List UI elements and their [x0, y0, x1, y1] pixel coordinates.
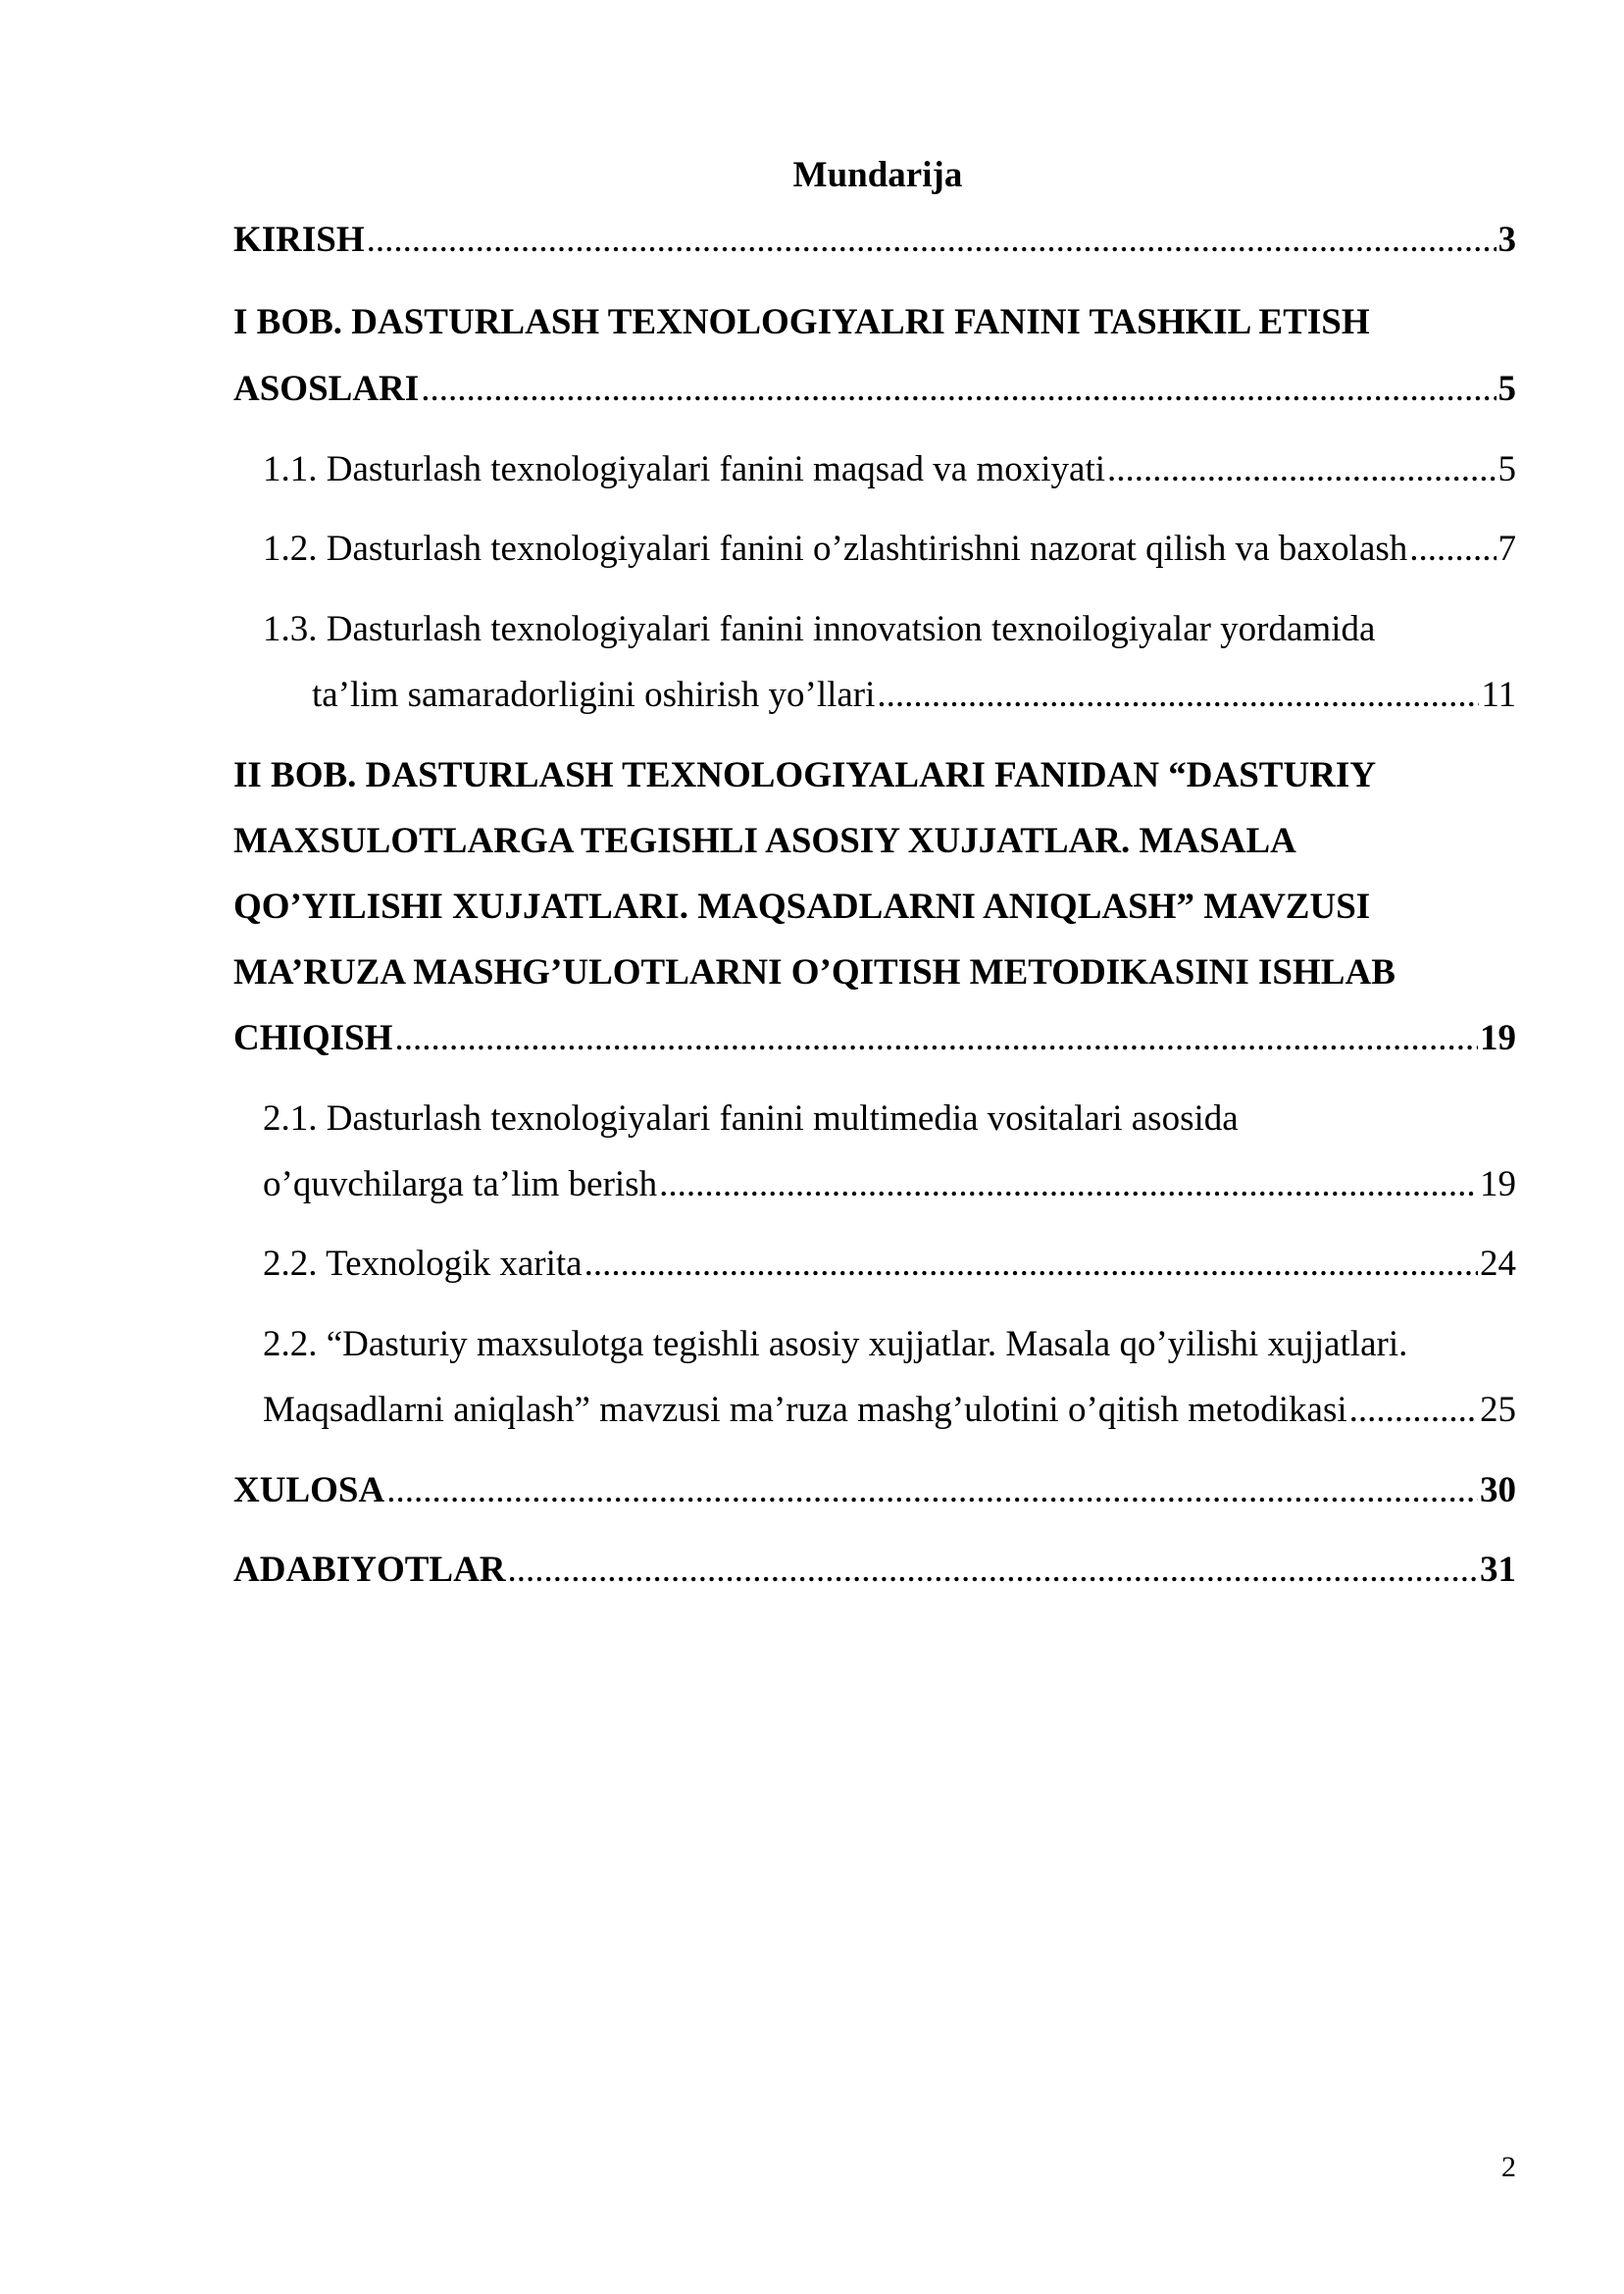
toc-entry-title: KIRISH [233, 220, 365, 260]
toc-entry-1-2[interactable] [263, 525, 1516, 574]
dot-leader [1107, 445, 1496, 494]
toc-entry-title: Maqsadlarni aniqlash” mavzusi ma’ruza mashg’ulotini o’qitish metodikasi [263, 1390, 1347, 1430]
dot-leader [386, 1466, 1478, 1515]
toc-entry-bob2-line4[interactable]: MA’RUZA MASHG’ULOTLARNI O’QITISH METODIKASINI ISHLAB [233, 952, 1396, 993]
toc-entry-bob1-line1[interactable]: I BOB. DASTURLASH TEXNOLOGIYALRI FANINI TASHKIL ETISH [233, 302, 1370, 342]
toc-entry-2-2a[interactable] [263, 1240, 1516, 1289]
toc-heading: Mundarija [792, 155, 963, 195]
toc-page-number: 3 [1497, 220, 1516, 260]
dot-leader [659, 1160, 1478, 1209]
toc-entry-2-1[interactable] [263, 1160, 1516, 1209]
page-number: 2 [1501, 2151, 1516, 2183]
toc-entry-xulosa[interactable] [233, 1466, 1516, 1515]
toc-entry-1-3-line1[interactable]: 1.3. Dasturlash texnologiyalari fanini innovatsion texnoilogiyalar yordamida [263, 609, 1376, 649]
toc-page-number: 5 [1497, 369, 1516, 409]
dot-leader [508, 1546, 1478, 1595]
dot-leader [1409, 525, 1496, 574]
toc-entry-title: 2.2. Texnologik xarita [263, 1244, 583, 1284]
toc-entry-2-1-line1[interactable]: 2.1. Dasturlash texnologiyalari fanini multimedia vositalari asosida [263, 1098, 1239, 1139]
toc-entry-1-1[interactable] [263, 445, 1516, 494]
toc-page-number: 25 [1480, 1390, 1516, 1430]
toc-page-number: 30 [1480, 1470, 1516, 1510]
toc-page-number: 5 [1497, 449, 1516, 489]
dot-leader [421, 365, 1496, 414]
toc-entry-kirish[interactable] [233, 216, 1516, 265]
toc-entry-adabiyotlar[interactable] [233, 1546, 1516, 1595]
toc-entry-bob2[interactable] [233, 1014, 1516, 1063]
toc-entry-bob2-line1[interactable]: II BOB. DASTURLASH TEXNOLOGIYALARI FANIDAN “DASTURIY [233, 755, 1377, 795]
toc-entry-title: CHIQISH [233, 1018, 393, 1058]
toc-entry-2-2b[interactable] [263, 1386, 1516, 1435]
toc-entry-title: XULOSA [233, 1470, 385, 1510]
toc-page-number: 31 [1480, 1550, 1516, 1590]
toc-entry-title: o’quvchilarga ta’lim berish [263, 1164, 658, 1204]
toc-entry-title: ta’lim samaradorligini oshirish yo’llari [312, 675, 876, 715]
toc-page-number: 19 [1480, 1018, 1516, 1058]
toc-entry-bob2-line2[interactable]: MAXSULOTLARGA TEGISHLI ASOSIY XUJJATLAR. MASALA [233, 821, 1296, 861]
toc-entry-2-2b-line1[interactable]: 2.2. “Dasturiy maxsulotga tegishli asosiy xujjatlar. Masala qo’yilishi xujjatlari. [263, 1324, 1408, 1364]
dot-leader [1349, 1386, 1478, 1435]
toc-entry-1-3[interactable] [312, 671, 1516, 720]
toc-entry-title: ASOSLARI [233, 369, 420, 409]
toc-page-number: 11 [1481, 675, 1516, 715]
dot-leader [877, 671, 1479, 720]
toc-entry-title: ADABIYOTLAR [233, 1550, 506, 1590]
toc-page-number: 7 [1497, 529, 1516, 569]
dot-leader [394, 1014, 1478, 1063]
toc-entry-bob2-line3[interactable]: QO’YILISHI XUJJATLARI. MAQSADLARNI ANIQLASH” MAVZUSI [233, 887, 1371, 927]
dot-leader [584, 1240, 1478, 1289]
toc-entry-title: 1.2. Dasturlash texnologiyalari fanini o’zlashtirishni nazorat qilish va baxolash [263, 529, 1408, 569]
dot-leader [367, 216, 1497, 265]
toc-page-number: 24 [1480, 1244, 1516, 1284]
toc-entry-title: 1.1. Dasturlash texnologiyalari fanini maqsad va moxiyati [263, 449, 1106, 489]
toc-entry-bob1[interactable] [233, 365, 1516, 414]
toc-page-number: 19 [1480, 1164, 1516, 1204]
